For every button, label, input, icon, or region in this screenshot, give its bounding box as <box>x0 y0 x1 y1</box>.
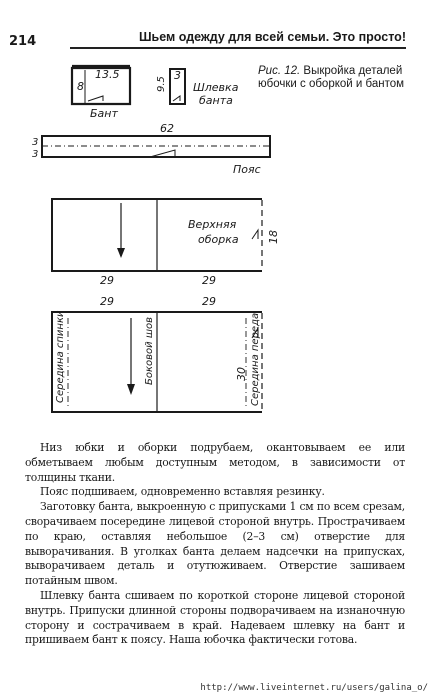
poyas-height-right-label: 3 <box>32 149 39 160</box>
body-text <box>25 441 405 648</box>
yubka-width-right-label: 29 <box>202 295 216 308</box>
running-title: Шьем одежду для всей семьи. Это просто! <box>138 30 406 44</box>
yubka-back-label: Середина спинки <box>55 310 66 403</box>
caption-label: Рис. 12. <box>258 65 301 77</box>
paragraph: Пояс подшиваем, одновременно вставляя резинку. <box>40 485 325 499</box>
poyas-length-label: 62 <box>160 122 174 135</box>
bant-piece <box>72 66 130 120</box>
yubka-width-left-label: 29 <box>100 295 114 308</box>
paragraph: Заготовку банта, выкроенную с припусками 1 см по всем срезам, сворачиваем посередине лицевой стороной внутрь. Прострачиваем по краю, оставляя небольшое (2–3 см) отверстие для выворачивания. В уголках банта делаем надсечки на припусках, выворачиваем деталь и отутюживаем. Отверстие зашиваем потайным швом. <box>25 500 405 588</box>
bant-width-label: 13.5 <box>95 68 120 81</box>
oborka-width-right-label: 29 <box>202 274 216 287</box>
poyas-name-label: Пояс <box>233 163 261 176</box>
oborka-height-label: 18 <box>267 230 280 244</box>
paragraph: Низ юбки и оборки подрубаем, окантовываем ее или обметываем любым доступным методом, в зависимости от толщины ткани. <box>25 441 405 484</box>
bant-name-label: Бант <box>90 107 118 120</box>
shlevka-width-label: 3 <box>174 69 181 82</box>
yubka-side-label: Боковой шов <box>144 317 155 385</box>
page-number: 214 <box>9 34 37 49</box>
shlevka-piece <box>156 69 239 107</box>
oborka-width-left-label: 29 <box>100 274 114 287</box>
oborka-name-line1: Верхняя <box>188 218 237 231</box>
footer-url: http://www.liveinternet.ru/users/galina_o/ <box>200 683 428 693</box>
poyas-piece <box>32 122 270 176</box>
poyas-height-left-label: 3 <box>32 137 39 148</box>
oborka-name-line2: оборка <box>198 233 239 246</box>
caption-text: Выкройка деталей юбочки с оборкой и бантом <box>258 65 405 90</box>
paragraph: Шлевку банта сшиваем по короткой стороне лицевой стороной внутрь. Припуски длинной стороны подворачиваем на изнаночную сторону и сострачиваем в край. Надеваем шлевку на бант и пришиваем бант к поясу. Наша юбочка фактически готова. <box>25 588 405 647</box>
oborka-piece <box>52 199 280 287</box>
yubka-front-label: Середина переда <box>250 312 261 406</box>
shlevka-name-line2: банта <box>199 94 233 107</box>
shlevka-height-label: 9.5 <box>156 76 167 92</box>
yubka-height-label: 30 <box>235 367 248 381</box>
bant-height-label: 8 <box>77 80 84 93</box>
yubka-piece <box>52 295 262 412</box>
shlevka-name-line1: Шлевка <box>193 81 239 94</box>
